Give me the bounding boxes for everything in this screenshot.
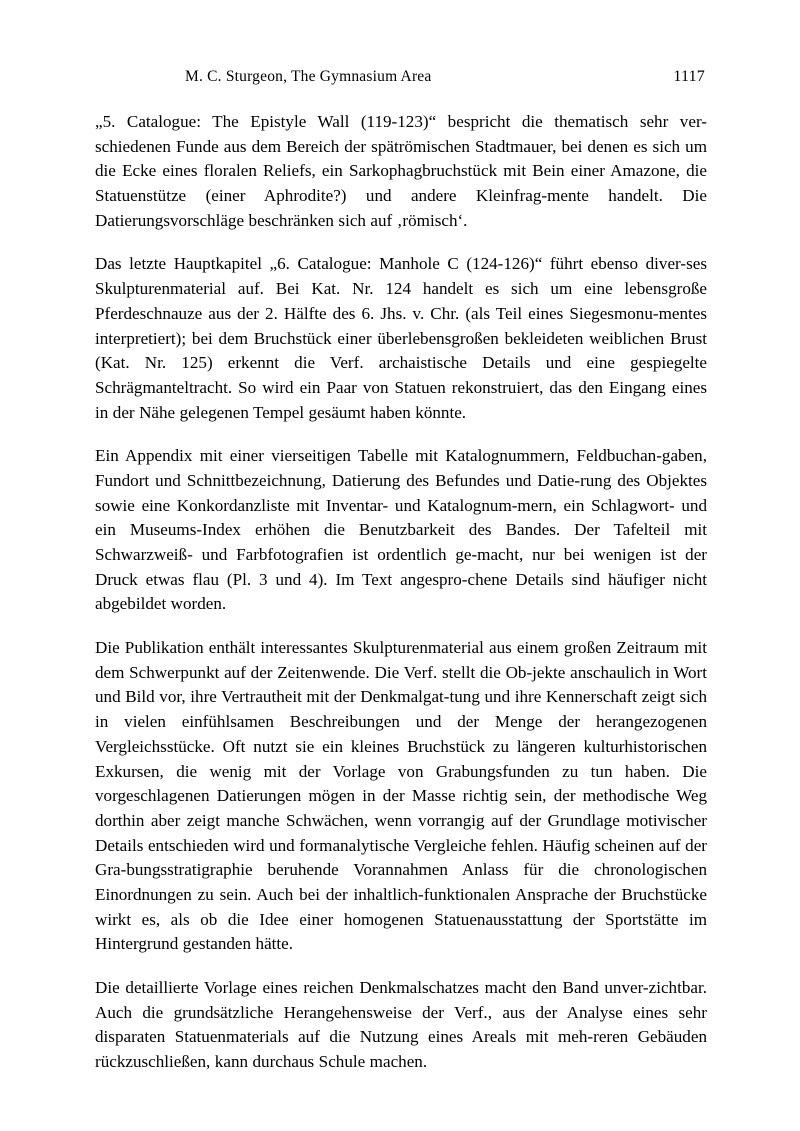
running-head-title: M. C. Sturgeon, The Gymnasium Area (185, 68, 432, 85)
paragraph: Das letzte Hauptkapitel „6. Catalogue: Manhole C (124-126)“ führt ebenso diver-ses Skulpturenmaterial auf. Bei Kat. Nr. 124 handelt es sich um eine lebensgroße Pferdeschnauze aus der 2. Hälfte des 6. Jhs. v. Chr. (als Teil eines Siegesmonu-mentes interpretiert); bei dem Bruchstück einer überlebensgroßen bekleideten weiblichen Brust (Kat. Nr. 125) erkennt die Verf. archaistische Details und eine gespiegelte Schrägmanteltracht. So wird ein Paar von Statuen rekonstruiert, das den Eingang eines in der Nähe gelegenen Tempel gesäumt haben könnte. (95, 254, 707, 422)
page-number: 1117 (673, 68, 705, 85)
paragraph: Die detaillierte Vorlage eines reichen Denkmalschatzes macht den Band unver-zichtbar. Auch die grundsätzliche Herangehensweise der Verf., aus der Analyse eines sehr disparaten Statuenmaterials auf die Nutzung eines Areals mit meh-reren Gebäuden rückzuschließen, kann durchaus Schule machen. (95, 978, 707, 1072)
running-head (95, 68, 705, 86)
body-text-column (95, 110, 707, 1075)
paragraph: „5. Catalogue: The Epistyle Wall (119-123)“ bespricht die thematisch sehr ver-schiedenen Funde aus dem Bereich der spätrömischen Stadtmauer, bei denen es sich um die Ecke eines floralen Reliefs, ein Sarkophagbruchstück mit Bein einer Amazone, die Statuenstütze (einer Aphrodite?) und andere Kleinfrag-mente handelt. Die Datierungsvorschläge beschränken sich auf ‚römisch‘. (95, 112, 707, 230)
paragraph: Ein Appendix mit einer vierseitigen Tabelle mit Katalognummern, Feldbuchan-gaben, Fundort und Schnittbezeichnung, Datierung des Befundes und Datie-rung des Objektes sowie eine Konkordanzliste mit Inventar- und Katalognum-mern, ein Schlagwort- und ein Museums-Index erhöhen die Benutzbarkeit des Bandes. Der Tafelteil mit Schwarzweiß- und Farbfotografien ist ordentlich ge-macht, nur bei wenigen ist der Druck etwas flau (Pl. 3 und 4). Im Text angespro-chene Details sind häufiger nicht abgebildet worden. (95, 446, 707, 614)
paragraph: Die Publikation enthält interessantes Skulpturenmaterial aus einem großen Zeitraum mit dem Schwerpunkt auf der Zeitenwende. Die Verf. stellt die Ob-jekte anschaulich in Wort und Bild vor, ihre Vertrautheit mit der Denkmalgat-tung und ihre Kennerschaft zeigt sich in vielen einfühlsamen Beschreibungen und der Menge der herangezogenen Vergleichsstücke. Oft nutzt sie ein kleines Bruchstück zu längeren kulturhistorischen Exkursen, die wenig mit der Vorlage von Grabungsfunden zu tun haben. Die vorgeschlagenen Datierungen mögen in der Masse richtig sein, der methodische Weg dorthin aber zeigt manche Schwächen, wenn vorrangig auf der Grundlage motivischer Details entschieden wird und formanalytische Vergleiche fehlen. Häufig scheinen auf der Gra-bungsstratigraphie beruhende Vorannahmen Anlass für die chronologischen Einordnungen zu sein. Auch bei der inhaltlich-funktionalen Ansprache der Bruchstücke wirkt es, als ob die Idee einer homogenen Statuenausstattung der Sportstätte im Hintergrund gestanden hätte. (95, 638, 707, 954)
